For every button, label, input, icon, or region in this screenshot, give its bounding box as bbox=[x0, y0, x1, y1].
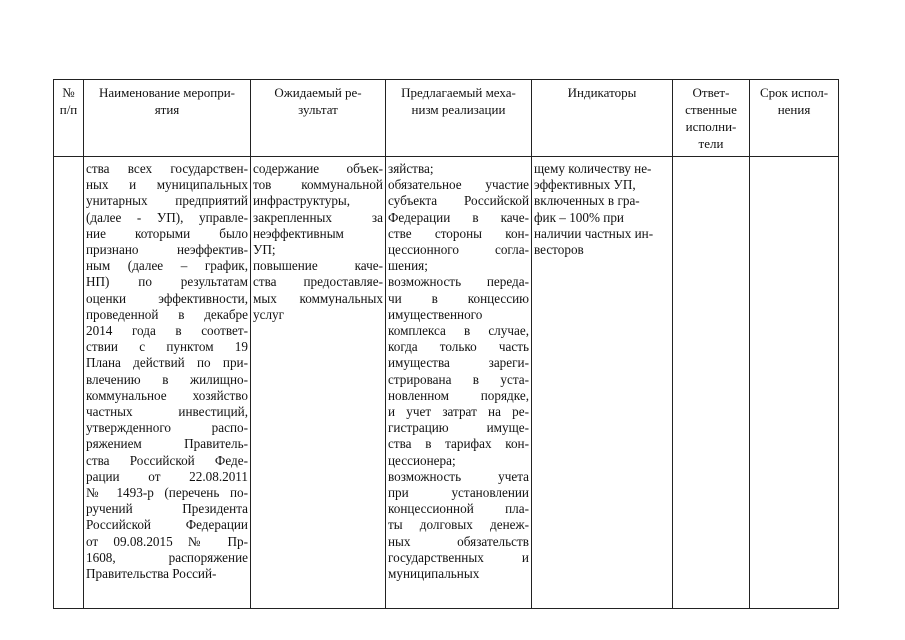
cell-line: возможность переда- bbox=[388, 274, 529, 290]
cell-line: зяйства; bbox=[388, 161, 434, 176]
cell-line: № 1493-р (перечень по- bbox=[86, 485, 248, 501]
cell-line: имущества зареги- bbox=[388, 355, 529, 371]
cell-line: муниципальных bbox=[388, 566, 480, 582]
cell-line: обязательное участие bbox=[388, 177, 529, 193]
cell-line: когда только часть bbox=[388, 339, 529, 355]
header-line: низм реализации bbox=[411, 102, 506, 117]
cell-line: субъекта Российской bbox=[388, 193, 529, 209]
cell-line: частных инвестиций, bbox=[86, 404, 248, 420]
cell-line: гистрацию имуще- bbox=[388, 420, 529, 436]
cell-line: рации от 22.08.2011 bbox=[86, 468, 248, 484]
cell-line: цессионного согла- bbox=[388, 242, 529, 258]
table-row bbox=[54, 157, 839, 609]
cell-line: возможность учета bbox=[388, 468, 529, 484]
cell-line: Правительства Россий- bbox=[86, 566, 217, 582]
cell-line: ты долговых денеж- bbox=[388, 517, 529, 533]
cell-line: утвержденного распо- bbox=[86, 420, 248, 436]
cell-line: услуг bbox=[253, 306, 285, 322]
header-line: Индикаторы bbox=[567, 85, 637, 100]
cell-line: от 09.08.2015 № Пр- bbox=[86, 533, 248, 549]
cell-line: весторов bbox=[534, 242, 584, 258]
cell-line: ствии с пунктом 19 bbox=[86, 339, 248, 355]
cell-line: ства предоставляе- bbox=[253, 274, 383, 290]
cell-line: инфраструктуры, bbox=[253, 193, 351, 209]
header-line: Наименование меропри- bbox=[99, 85, 235, 100]
cell-line: ряжением Правитель- bbox=[86, 436, 248, 452]
header-line: Ожидаемый ре- bbox=[274, 85, 362, 100]
cell-line: концессионной пла- bbox=[388, 501, 529, 517]
cell-line: государственных и bbox=[388, 549, 529, 565]
cell-line: комплекса в случае, bbox=[388, 323, 529, 339]
cell-line: содержание объек- bbox=[253, 161, 383, 176]
cell-line: наличии частных ин- bbox=[534, 225, 654, 241]
cell-responsible bbox=[673, 157, 750, 609]
cell-line: (далее - УП), управле- bbox=[86, 209, 248, 225]
header-row bbox=[54, 80, 839, 157]
cell-line: ных и муниципальных bbox=[86, 177, 248, 193]
header-line: тели bbox=[698, 136, 724, 151]
cell-line: щему количеству не- bbox=[534, 161, 652, 176]
header-line: ятия bbox=[154, 102, 180, 117]
header-line: Ответ- bbox=[692, 85, 730, 100]
header-line: ственные bbox=[685, 102, 737, 117]
cell-indicators bbox=[532, 157, 673, 609]
cell-line: стрирована в уста- bbox=[388, 371, 529, 387]
cell-activity bbox=[84, 157, 251, 609]
cell-line: фик – 100% при bbox=[534, 209, 624, 225]
header-indicators bbox=[532, 80, 673, 157]
cell-line: унитарных предприятий bbox=[86, 193, 248, 209]
cell-line: 1608, распоряжение bbox=[86, 549, 248, 565]
cell-deadline bbox=[750, 157, 839, 609]
cell-line: имущественного bbox=[388, 306, 483, 322]
cell-line: оценки эффективности, bbox=[86, 290, 248, 306]
header-responsible bbox=[673, 80, 750, 157]
header-line: нения bbox=[777, 102, 811, 117]
cell-line: и учет затрат на ре- bbox=[388, 404, 529, 420]
cell-line: влечению в жилищно- bbox=[86, 371, 248, 387]
cell-line: ручений Президента bbox=[86, 501, 248, 517]
cell-line: Плана действий по при- bbox=[86, 355, 248, 371]
cell-line: ства всех государствен- bbox=[86, 161, 248, 176]
cell-line: НП) по результатам bbox=[86, 274, 248, 290]
cell-line: цессионера; bbox=[388, 452, 456, 468]
cell-line: ным (далее – график, bbox=[86, 258, 248, 274]
header-line: Срок испол- bbox=[759, 85, 829, 100]
cell-line: эффективных УП, bbox=[534, 177, 636, 193]
cell-line: при установлении bbox=[388, 485, 529, 501]
cell-number bbox=[54, 157, 84, 609]
cell-line: ства в тарифах кон- bbox=[388, 436, 529, 452]
cell-line: включенных в гра- bbox=[534, 193, 640, 209]
cell-line: шения; bbox=[388, 258, 428, 274]
header-line: зультат bbox=[298, 102, 338, 117]
header-line: исполни- bbox=[685, 119, 737, 134]
cell-line: ства Российской Феде- bbox=[86, 452, 248, 468]
cell-line: ние которыми было bbox=[86, 225, 248, 241]
cell-line: неэффективным bbox=[253, 225, 344, 241]
cell-line: закрепленных за bbox=[253, 209, 383, 225]
cell-line: стве стороны кон- bbox=[388, 225, 529, 241]
cell-mechanism bbox=[386, 157, 532, 609]
cell-line: проведенной в декабре bbox=[86, 306, 248, 322]
header-line: Предлагаемый меха- bbox=[401, 85, 516, 100]
cell-line: повышение каче- bbox=[253, 258, 383, 274]
cell-line: Российской Федерации bbox=[86, 517, 248, 533]
header-activity bbox=[84, 80, 251, 157]
cell-line: УП; bbox=[253, 242, 276, 258]
cell-line: 2014 года в соответ- bbox=[86, 323, 248, 339]
cell-line: признано неэффектив- bbox=[86, 242, 248, 258]
cell-line: ных обязательств bbox=[388, 533, 529, 549]
header-number bbox=[54, 80, 84, 157]
measures-table bbox=[53, 79, 839, 609]
header-mechanism bbox=[386, 80, 532, 157]
header-line: № bbox=[62, 85, 75, 100]
cell-line: чи в концессию bbox=[388, 290, 529, 306]
cell-line: тов коммунальной bbox=[253, 177, 383, 193]
cell-line: Федерации в каче- bbox=[388, 209, 529, 225]
header-result bbox=[251, 80, 386, 157]
cell-line: мых коммунальных bbox=[253, 290, 383, 306]
cell-line: коммунальное хозяйство bbox=[86, 387, 248, 403]
header-line: п/п bbox=[59, 102, 78, 117]
header-deadline bbox=[750, 80, 839, 157]
cell-line: новленном порядке, bbox=[388, 387, 529, 403]
cell-result bbox=[251, 157, 386, 609]
